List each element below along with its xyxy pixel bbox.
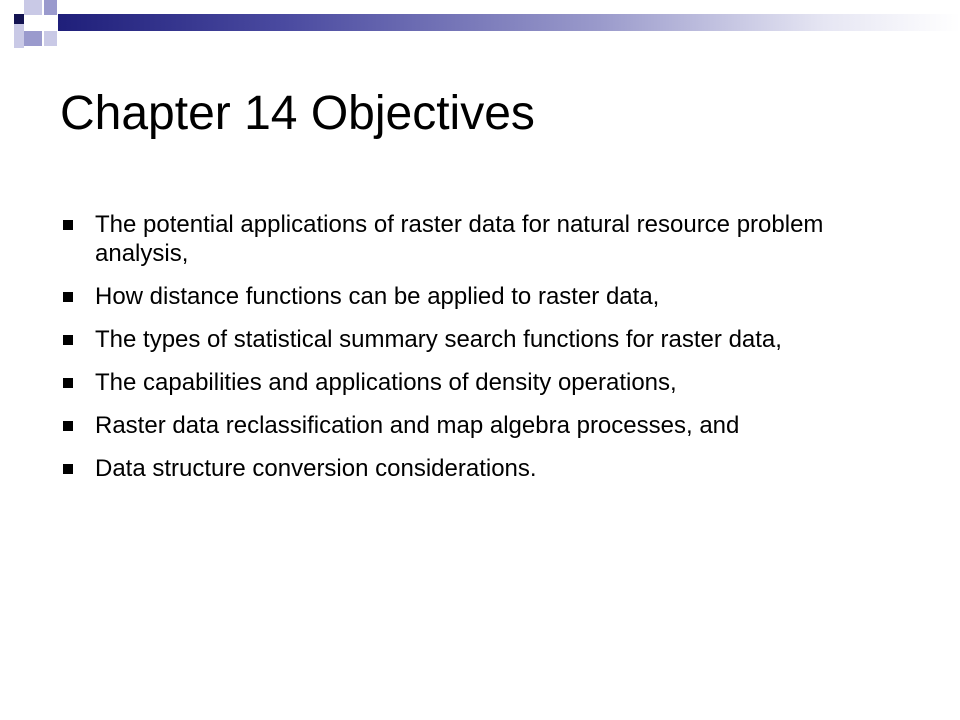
square-bullet-icon xyxy=(63,292,73,302)
square-bullet-icon xyxy=(63,421,73,431)
corner-square-dark xyxy=(14,14,24,24)
corner-square-mid xyxy=(24,31,42,46)
corner-square-light xyxy=(24,0,42,15)
objectives-list xyxy=(60,210,920,497)
list-item xyxy=(60,282,920,311)
list-item-text: How distance functions can be applied to raster data, xyxy=(95,283,660,310)
list-item-text: Data structure conversion considerations. xyxy=(95,455,537,482)
list-item xyxy=(60,454,920,483)
list-item xyxy=(60,411,920,440)
list-item-text: The types of statistical summary search functions for raster data, xyxy=(95,326,782,353)
square-bullet-icon xyxy=(63,464,73,474)
corner-square-light xyxy=(14,24,24,48)
list-item-text: Raster data reclassification and map algebra processes, and xyxy=(95,412,740,439)
header-gradient-bar xyxy=(58,14,960,31)
list-item xyxy=(60,325,920,354)
square-bullet-icon xyxy=(63,220,73,230)
list-item-text: The potential applications of raster data for natural resource problem analysis, xyxy=(95,211,824,267)
list-item-text: The capabilities and applications of density operations, xyxy=(95,369,677,396)
slide-title: Chapter 14 Objectives xyxy=(60,87,535,140)
square-bullet-icon xyxy=(63,378,73,388)
list-item xyxy=(60,210,920,268)
corner-square-mid xyxy=(44,0,57,15)
corner-square-light xyxy=(44,31,57,46)
square-bullet-icon xyxy=(63,335,73,345)
list-item xyxy=(60,368,920,397)
